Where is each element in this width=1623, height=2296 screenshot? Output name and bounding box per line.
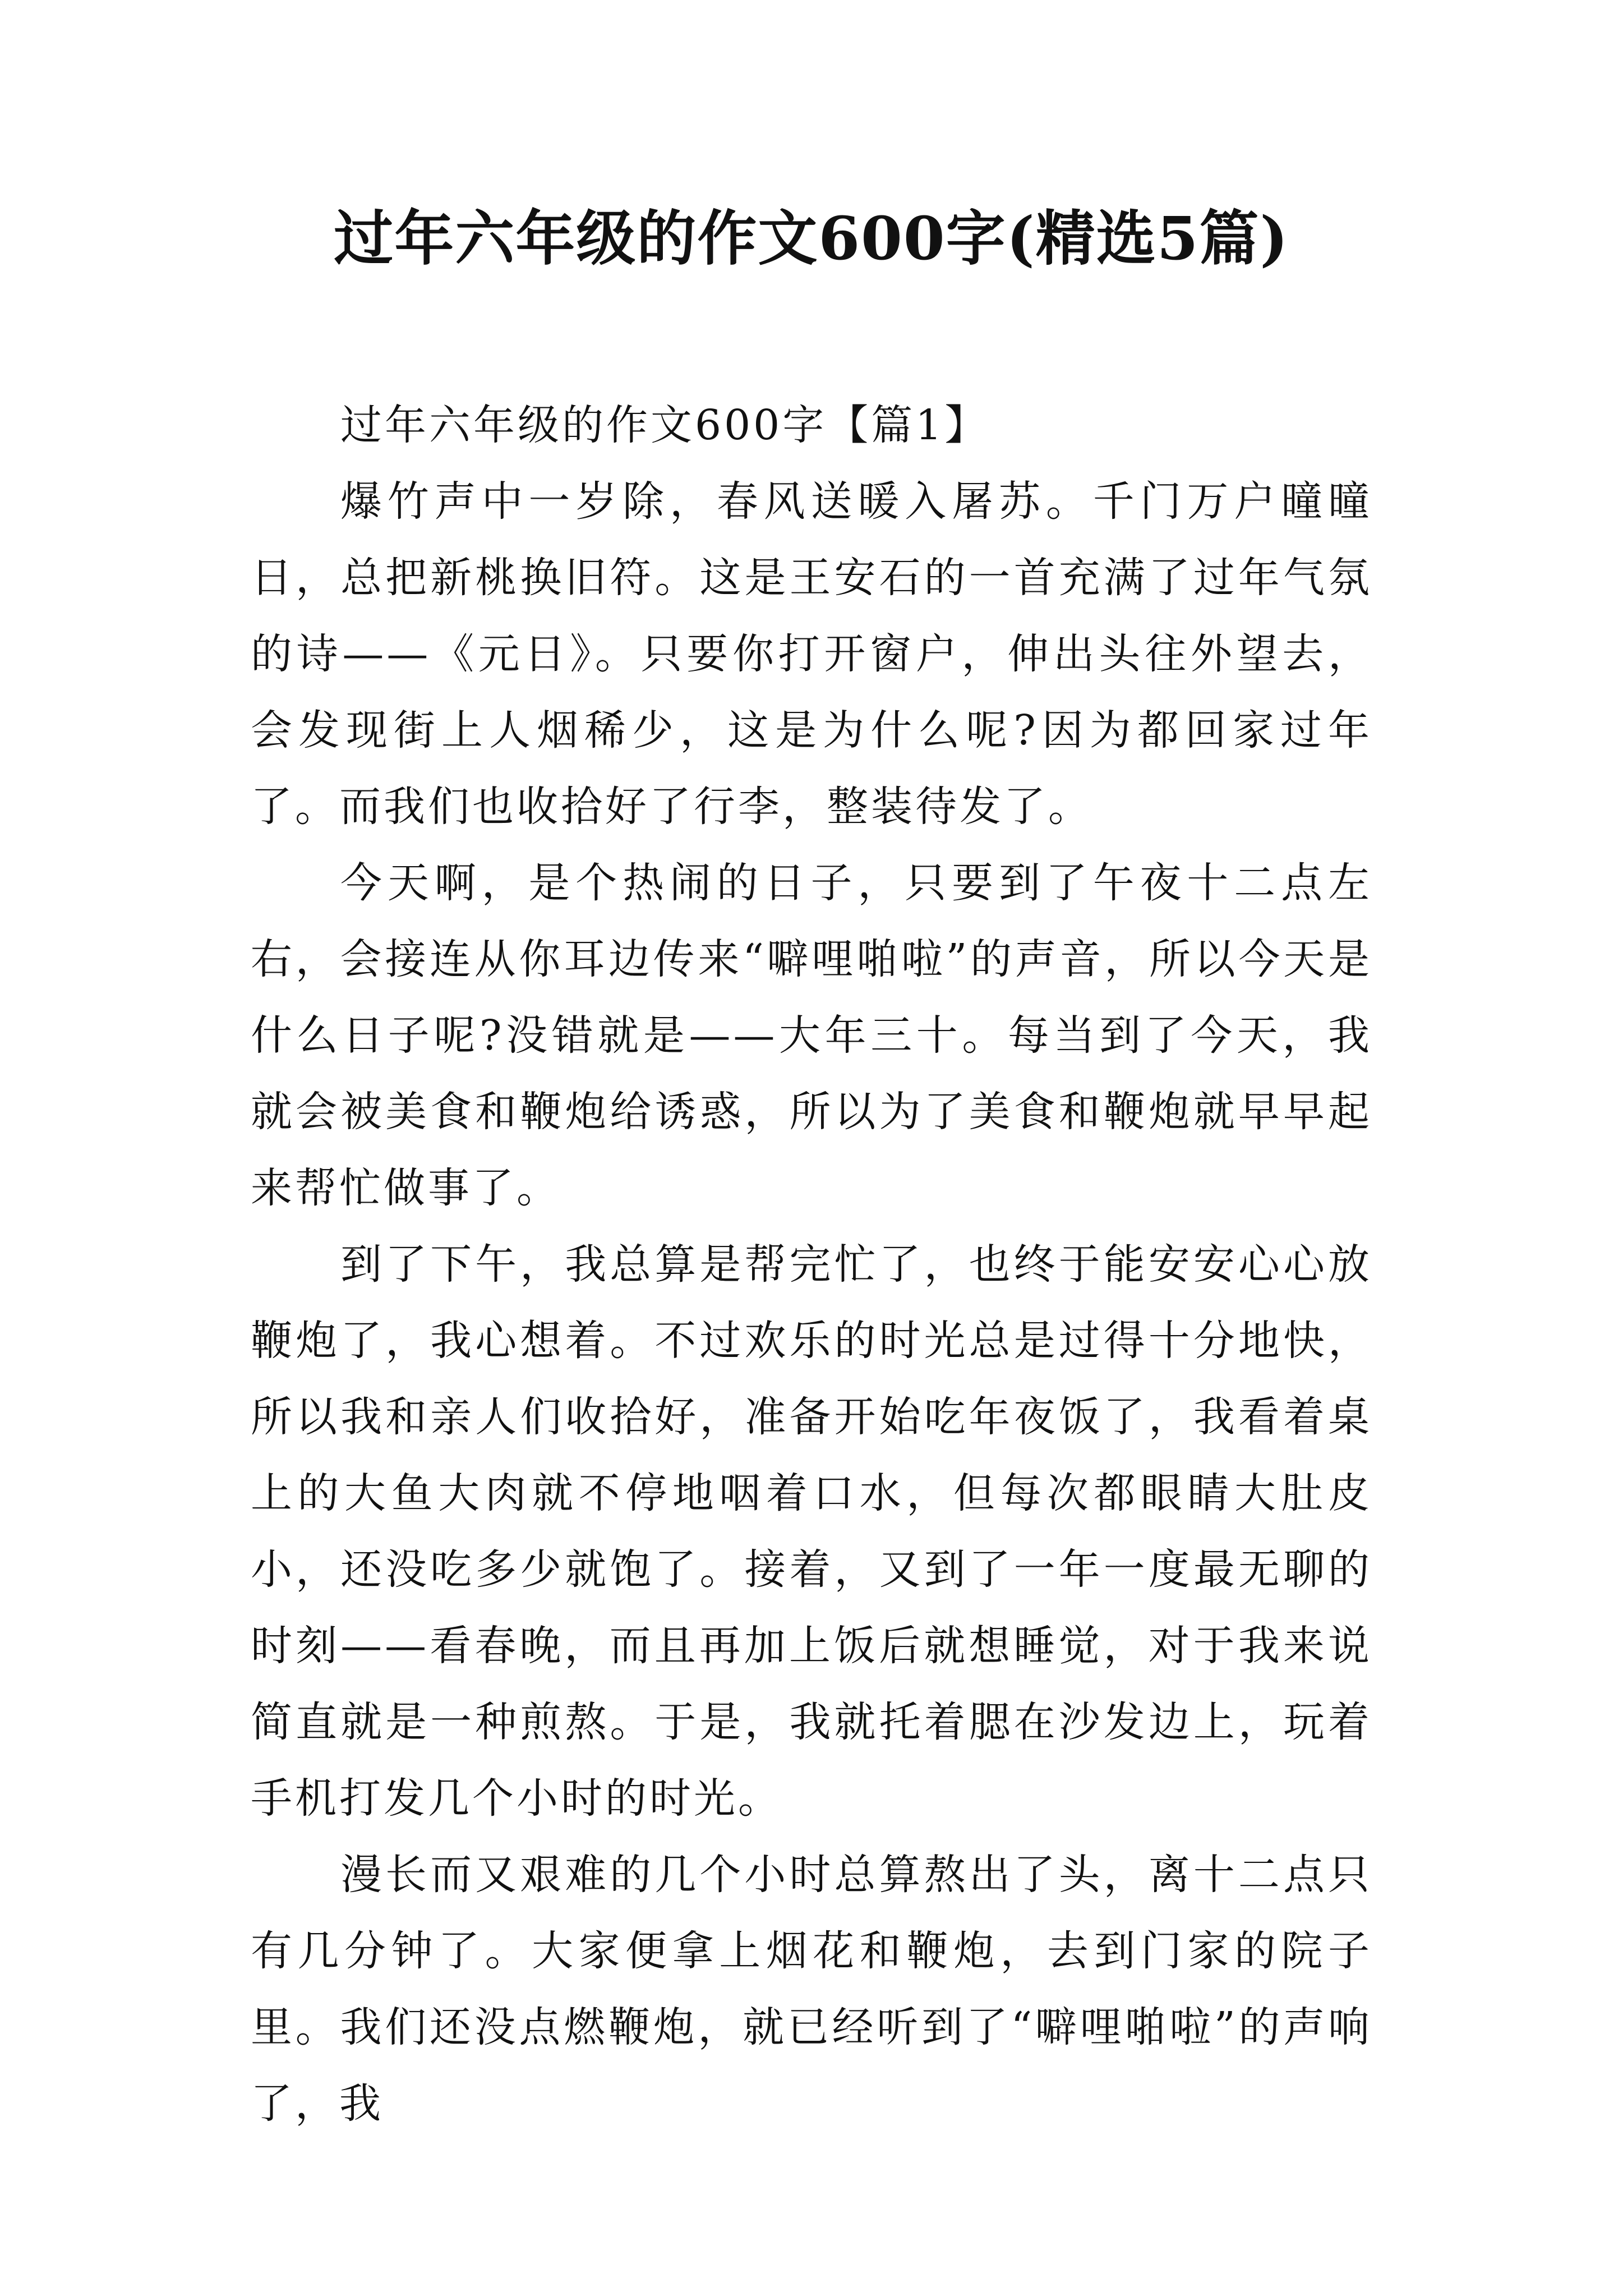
section-heading: 过年六年级的作文600字【篇1】 <box>340 401 989 449</box>
paragraph: 到了下午，我总算是帮完忙了，也终于能安安心心放鞭炮了，我心想着。不过欢乐的时光总是过得十分地快，所以我和亲人们收拾好，准备开始吃年夜饭了，我看着桌上的大鱼大肉就不停地咽着口水，但每次都眼睛大肚皮小，还没吃多少就饱了。接着，又到了一年一度最无聊的时刻——看春晚，而且再加上饭后就想睡觉，对于我来说简直就是一种煎熬。于是，我就托着腮在沙发边上，玩着手机打发几个小时的时光。 <box>251 1240 1372 1823</box>
document-title: 过年六年级的作文600字(精选5篇) <box>334 203 1289 273</box>
paragraph: 今天啊，是个热闹的日子，只要到了午夜十二点左右，会接连从你耳边传来“噼哩啪啦”的声音，所以今天是什么日子呢?没错就是——大年三十。每当到了今天，我就会被美食和鞭炮给诱惑，所以为了美食和鞭炮就早早起来帮忙做事了。 <box>251 859 1372 1212</box>
paragraph: 漫长而又艰难的几个小时总算熬出了头，离十二点只有几分钟了。大家便拿上烟花和鞭炮，去到门家的院子里。我们还没点燃鞭炮，就已经听到了“噼哩啪啦”的声响了，我 <box>251 1851 1372 2128</box>
document-body <box>251 387 1372 2142</box>
paragraph: 爆竹声中一岁除，春风送暖入屠苏。千门万户曈曈日，总把新桃换旧符。这是王安石的一首充满了过年气氛的诗——《元日》。只要你打开窗户，伸出头往外望去，会发现街上人烟稀少，这是为什么呢?因为都回家过年了。而我们也收拾好了行李，整装待发了。 <box>251 477 1372 831</box>
